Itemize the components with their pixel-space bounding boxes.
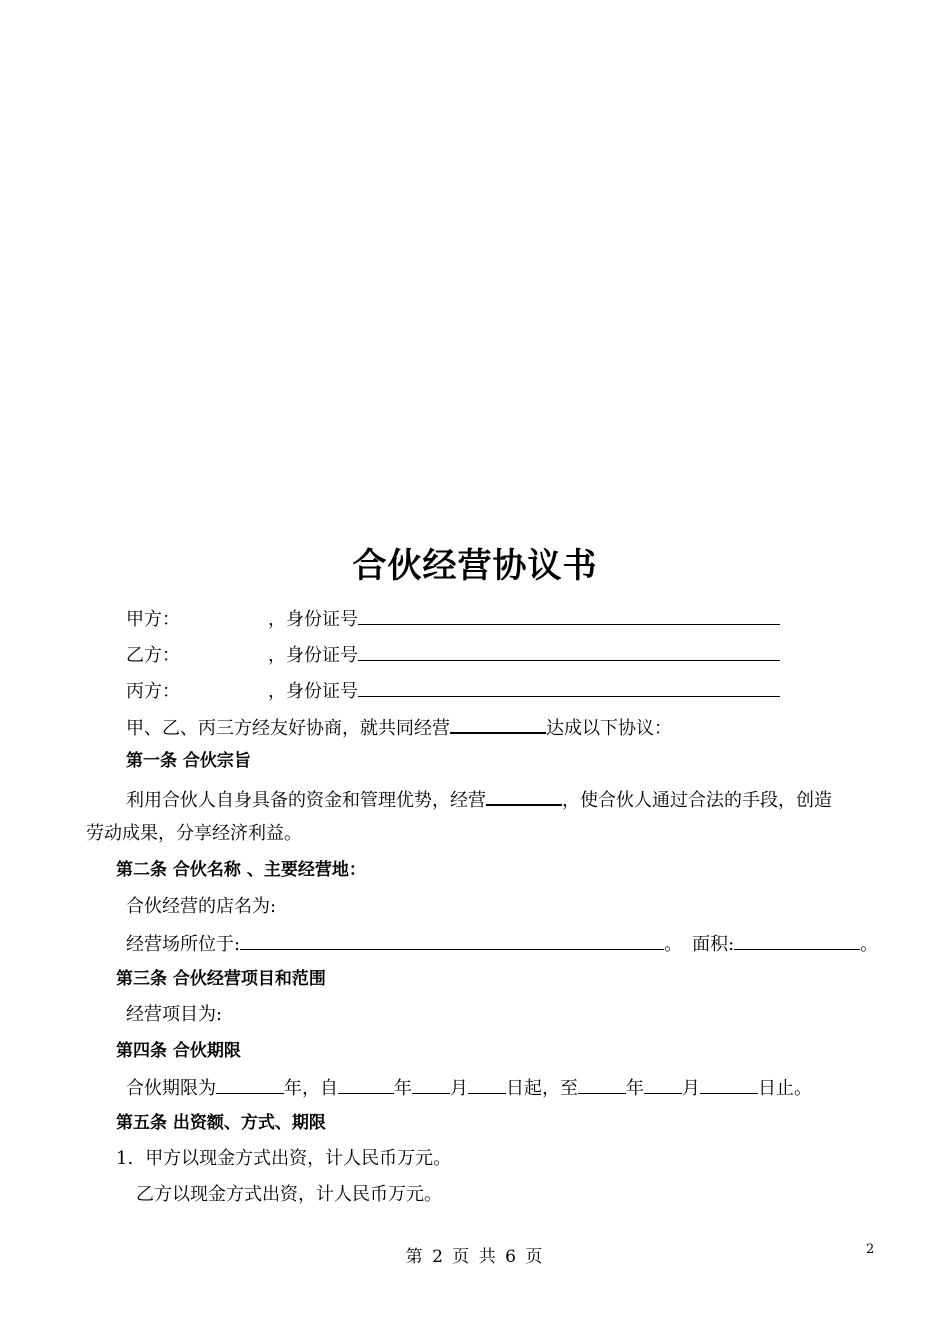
term-text-4: 月	[450, 1078, 468, 1099]
term-text-7: 月	[682, 1078, 700, 1099]
party-a-line	[126, 606, 780, 632]
article-2-heading: 第二条 合伙名称 、主要经营地：	[116, 860, 366, 880]
party-b-line	[126, 642, 780, 668]
contribution-item-1	[116, 1147, 451, 1171]
party-c-line	[126, 678, 780, 704]
area-label: 面积:	[692, 934, 735, 955]
party-c-label: 丙方：	[126, 681, 180, 702]
term-text-6: 年	[626, 1078, 644, 1099]
intro-line	[126, 714, 672, 741]
term-line	[126, 1075, 812, 1101]
term-text-5: 日起，至	[506, 1078, 578, 1099]
area-blank	[734, 931, 860, 950]
article-3-heading: 第三条 合伙经营项目和范围	[116, 969, 326, 989]
location-blank	[240, 931, 664, 950]
article-1-text-before: 利用合伙人自身具备的资金和管理优势，经营	[126, 790, 486, 811]
term-text-2: 年，自	[284, 1078, 338, 1099]
document-title: 合伙经营协议书	[352, 546, 598, 586]
location-end: 。	[664, 934, 683, 955]
term-text-1: 合伙期限为	[126, 1078, 216, 1099]
party-b-label: 乙方：	[126, 645, 180, 666]
article-4-heading: 第四条 合伙期限	[116, 1041, 241, 1061]
article-1-heading: 第一条 合伙宗旨	[126, 751, 251, 771]
end-month-blank	[644, 1075, 682, 1094]
party-c-id-blank	[358, 678, 780, 697]
intro-text-before: 甲、乙、丙三方经友好协商，就共同经营	[126, 718, 450, 739]
operation-blank	[486, 786, 562, 806]
term-years-blank	[216, 1075, 284, 1094]
party-b-id-blank	[358, 642, 780, 661]
business-blank	[450, 714, 546, 734]
party-a-id-blank	[358, 606, 780, 625]
business-items-line: 经营项目为:	[126, 1004, 223, 1025]
location-line	[126, 931, 878, 957]
start-day-blank	[468, 1075, 506, 1094]
start-year-blank	[338, 1075, 394, 1094]
end-day-blank	[700, 1075, 758, 1094]
item-1-text: 甲方以现金方式出资，计人民币万元。	[145, 1148, 452, 1169]
area-end: 。	[860, 934, 879, 955]
article-1-text-after: ，使合伙人通过合法的手段，创造	[562, 790, 832, 811]
location-label: 经营场所位于:	[126, 934, 241, 955]
term-text-3: 年	[394, 1078, 412, 1099]
article-1-para	[126, 786, 832, 813]
term-text-8: 日止。	[758, 1078, 812, 1099]
party-c-id-label: ，身份证号	[268, 681, 358, 702]
party-a-id-label: ，身份证号	[268, 609, 358, 630]
page-footer: 第 2 页 共 6 页	[405, 1247, 545, 1267]
contribution-item-2: 乙方以现金方式出资，计人民币万元。	[136, 1184, 442, 1205]
article-5-heading: 第五条 出资额、方式、期限	[116, 1113, 326, 1133]
start-month-blank	[412, 1075, 450, 1094]
shop-name-line: 合伙经营的店名为:	[126, 896, 277, 917]
item-1-number: 1.	[116, 1148, 134, 1169]
article-1-para-cont: 劳动成果，分享经济利益。	[86, 823, 302, 844]
party-b-id-label: ，身份证号	[268, 645, 358, 666]
intro-text-after: 达成以下协议：	[546, 718, 672, 739]
page-number: 2	[866, 1242, 875, 1257]
end-year-blank	[578, 1075, 626, 1094]
party-a-label: 甲方：	[126, 609, 180, 630]
